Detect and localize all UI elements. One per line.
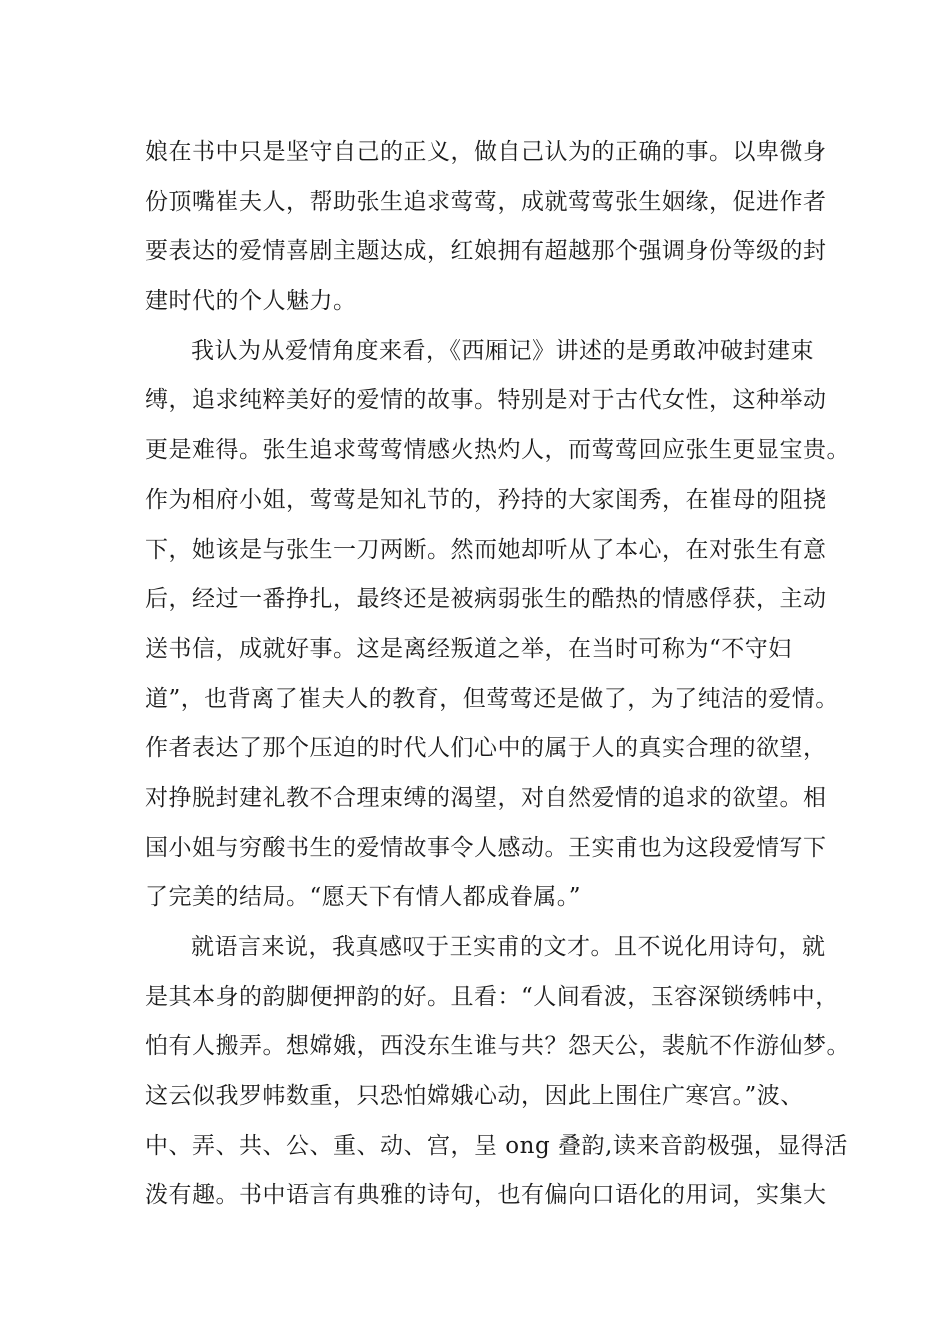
text-line: 份顶嘴崔夫人，帮助张生追求莺莺，成就莺莺张生姻缘，促进作者 [145,188,827,215]
text-line: 娘在书中只是坚守自己的正义，做自己认为的正确的事。以卑微身 [145,139,827,165]
paragraph-first-line: 我认为从爱情角度来看，《西厢记》讲述的是勇敢冲破封建束 [191,337,814,364]
text-line: 了完美的结局。“愿天下有情人都成眷属。” [145,884,582,911]
text-line: 国小姐与穷酸书生的爱情故事令人感动。王实甫也为这段爱情写下 [145,834,827,861]
text-line: 怕有人搬弄。想嫦娥，西没东生谁与共？怨天公，裴航不作游仙梦。 [145,1033,850,1060]
text-line: 道”，也背离了崔夫人的教育，但莺莺还是做了，为了纯洁的爱情。 [145,685,839,712]
text-line: 更是难得。张生追求莺莺情感火热灼人，而莺莺回应张生更显宝贵。 [145,437,850,464]
text-line: 作为相府小姐，莺莺是知礼节的，矜持的大家闺秀，在崔母的阻挠 [145,486,827,513]
text-line: 缚，追求纯粹美好的爱情的故事。特别是对于古代女性，这种举动 [145,387,827,414]
text-line: 作者表达了那个压迫的时代人们心中的属于人的真实合理的欲望， [145,735,827,762]
text-line: 建时代的个人魅力。 [145,288,357,315]
text-line: 下，她该是与张生一刀两断。然而她却听从了本心，在对张生有意 [145,536,827,563]
text-line: 要表达的爱情喜剧主题达成，红娘拥有超越那个强调身份等级的封 [145,238,827,265]
body-text [145,128,850,1221]
text-line: 后，经过一番挣扎，最终还是被病弱张生的酷热的情感俘获，主动 [145,586,827,613]
text-line: 是其本身的韵脚便押韵的好。且看：“人间看波，玉容深锁绣帏中， [145,983,839,1010]
text-line: 对挣脱封建礼教不合理束缚的渴望，对自然爱情的追求的欲望。相 [145,784,827,811]
text-line: 中、弄、共、公、重、动、宫，呈 ong 叠韵,读来音韵极强，显得活 [145,1132,848,1159]
text-line: 这云似我罗帏数重，只恐怕嫦娥心动，因此上围住广寒宫。”波、 [145,1083,804,1110]
paragraph-first-line: 就语言来说，我真感叹于王实甫的文才。且不说化用诗句，就 [191,934,826,960]
text-line: 泼有趣。书中语言有典雅的诗句，也有偏向口语化的用词，实集大 [145,1182,827,1209]
text-line: 送书信，成就好事。这是离经叛道之举，在当时可称为“不守妇 [145,635,792,662]
